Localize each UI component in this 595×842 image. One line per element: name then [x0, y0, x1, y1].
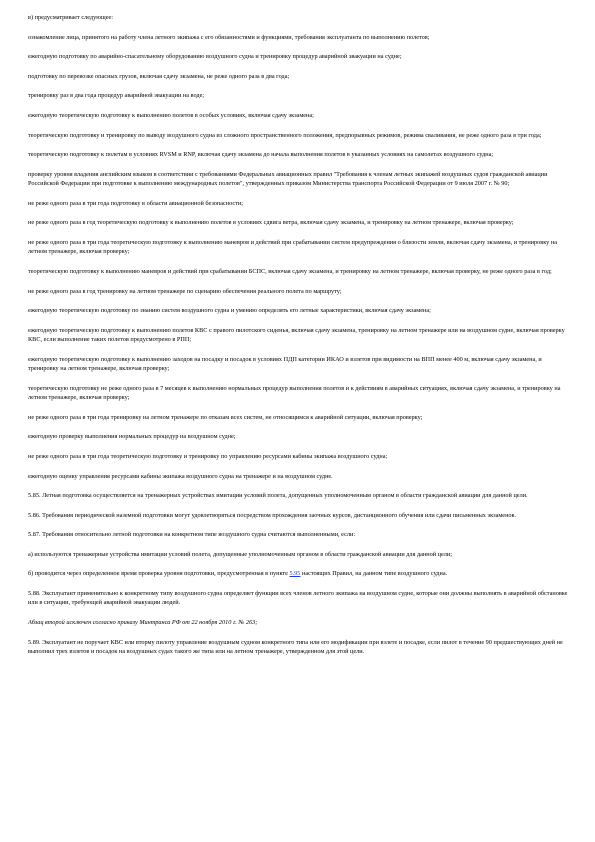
paragraph-english-proficiency: проверку уровня владения английским языком в соответствии с требованиями Федеральных авиационных правил "Требования к членам летных экипажей воздушных судов гражданской авиации Российской Федерации при подготовке к выполнению международных полетов", утвержденных приказом Министерства транспорта Российской Федерации от 9 июля 2007 г. № 90;	[28, 170, 548, 188]
paragraph-5-85: 5.85. Летная подготовка осуществляется на тренажерных устройствах имитации условий полета, допущенных уполномоченным органом в области гражданской авиации для данной цели.	[28, 492, 528, 500]
paragraph-familiarization: ознакомление лица, принятого на работу члена летного экипажа с его обязанностями и функциями, требования эксплуатанта по выполнению полетов;	[28, 33, 430, 41]
paragraph-text-after-link: настоящих Правил, на данном типе воздушного судна.	[300, 570, 448, 578]
paragraph-5-87: 5.87. Требования относительно летной подготовки на конкретном типе воздушного судна считаются выполненными, если:	[28, 531, 356, 539]
paragraph-5-87-a: а) используются тренажерные устройства имитации условий полета, допущенные уполномоченным органом в области гражданской авиации для данной цели;	[28, 550, 452, 558]
paragraph-5-86: 5.86. Требования периодической наземной подготовки могут удовлетворяться посредством прохождения заочных курсов, дистанционного обучения или сдачи письменных экзаменов.	[28, 511, 517, 519]
paragraph-text-before-link: б) проводится через определенное время проверка уровня подготовки, предусмотренная в пункте	[28, 570, 290, 578]
paragraph-low-visibility: ежегодную теоретическую подготовку к выполнению заходов на посадку и посадок в условиях ПДП категории ИКАО и взлетов при видимости на ВПП менее 400 м, включая сдачу экзамена, и тренировку на летном тренажере, включая проверку;	[28, 355, 542, 373]
paragraph-crm-assessment: ежегодную оценку управления ресурсами кабины экипажа воздушного судна на тренажере и на воздушном судне.	[28, 472, 333, 480]
paragraph-5-87-b	[28, 569, 568, 578]
paragraph-5-89: 5.89. Эксплуатант не поручает КВС или вторму пилоту управление воздушным судном конкретного типа или его модификации при взлете и посадке, если пилот в течение 90 предшествующих дней не выполнил трех взлетов и посадок на воздушных судах такого же типа или на летном тренажере, утвержденном для этой цели.	[28, 638, 563, 656]
paragraph-aviation-security: не реже одного раза в три года подготовку в области авиационной безопасности;	[28, 199, 244, 207]
document-body	[28, 13, 568, 667]
paragraph-emergency-equipment: ежегодную подготовку по аварийно-спасательному оборудованию воздушного судна и тренировку процедур аварийной эвакуации на судне;	[28, 53, 402, 61]
paragraph-excluded-note: Абзац второй исключен согласно приказу Минтранса РФ от 22 ноября 2010 г. № 263;	[28, 619, 258, 627]
paragraph-aircraft-systems: ежегодную теоретическую подготовку по знанию систем воздушного судна и умению определять его летные характеристики, включая сдачу экзамена;	[28, 307, 431, 315]
paragraph-loft: не реже одного раза в год тренировку на летном тренажере по сценарию обеспечения реального полета по маршруту;	[28, 287, 342, 295]
paragraph-5-88: 5.88. Эксплуатант применительно к конкретному типу воздушного судна определяет функции всех членов летного экипажа на воздушном судне, которые они должны выполнять в аварийной обстановке или в ситуации, требующей аварийной эвакуации людей.	[28, 590, 568, 607]
paragraph-dangerous-goods: подготовку по перевозке опасных грузов, включая сдачу экзамена, не реже одного раза в два года;	[28, 72, 290, 80]
paragraph-rvsm-rnp: теоретическую подготовку к полетам в условиях RVSM и RNP, включая сдачу экзамена до начала выполнения полетов в указанных условиях на самолетах воздушного судна;	[28, 151, 494, 159]
paragraph-special-conditions: ежегодную теоретическую подготовку к выполнению полетов в особых условиях, включая сдачу экзамена;	[28, 111, 314, 119]
paragraph-intro: в) предусматривает следующее:	[28, 14, 114, 21]
paragraph-system-failures: не реже одного раза в три года тренировку на летном тренажере по отказам всех систем, не относящимся к аварийной ситуации, включая проверку;	[28, 413, 423, 421]
paragraph-wind-shear: не реже одного раза в год теоретическую подготовку к выполнению полетов в условиях сдвига ветра, включая сдачу экзамена, и тренировку на летном тренажере, включая проверку;	[28, 219, 514, 227]
paragraph-upset-recovery: теоретическую подготовку и тренировку по выводу воздушного судна из сложного пространственного положения, предпорывных режимов, режима сваливания, не реже одного раза в три года;	[28, 131, 542, 139]
clause-5-95-link[interactable]: 5.95	[289, 570, 301, 578]
paragraph-water-evacuation: тренировку раз в два года процедур аварийной эвакуации на воде;	[28, 92, 205, 100]
paragraph-normal-emergency: теоретическую подготовку не реже одного раза в 7 месяцев к выполнению нормальных процедур выполнения полетов и к действиям в аварийных ситуациях, включая сдачу экзамена, и тренировку на летном тренажере, включая проверку;	[28, 384, 561, 402]
paragraph-normal-procedures-check: ежегодную проверку выполнения нормальных процедур на воздушном судне;	[28, 433, 236, 441]
paragraph-tcas: теоретическую подготовку к выполнению маневров и действий при срабатывании БСПС, включая сдачу экзамена, и тренировку на летном тренажере, включая проверку, не реже одного раза в год;	[28, 267, 552, 275]
paragraph-gpws: не реже одного раза в три года теоретическую подготовку к выполнению маневров и действий при срабатывании систем предупреждения о близости земли, включая сдачу экзамена, и тренировку на летном тренажере, включая проверку;	[28, 238, 557, 256]
paragraph-crm-training: не реже одного раза в три года теоретическую подготовку и тренировку по управлению ресурсами кабины экипажа воздушного судна;	[28, 452, 388, 460]
paragraph-right-seat: ежегодную теоретическую подготовку к выполнению полетов КВС с правого пилотского сиденья, включая сдачу экзамена, тренировку на летном тренажере или на воздушном судне, включая проверку КВС, если выполнение таких полетов предусмотрено в РПП;	[28, 326, 565, 344]
